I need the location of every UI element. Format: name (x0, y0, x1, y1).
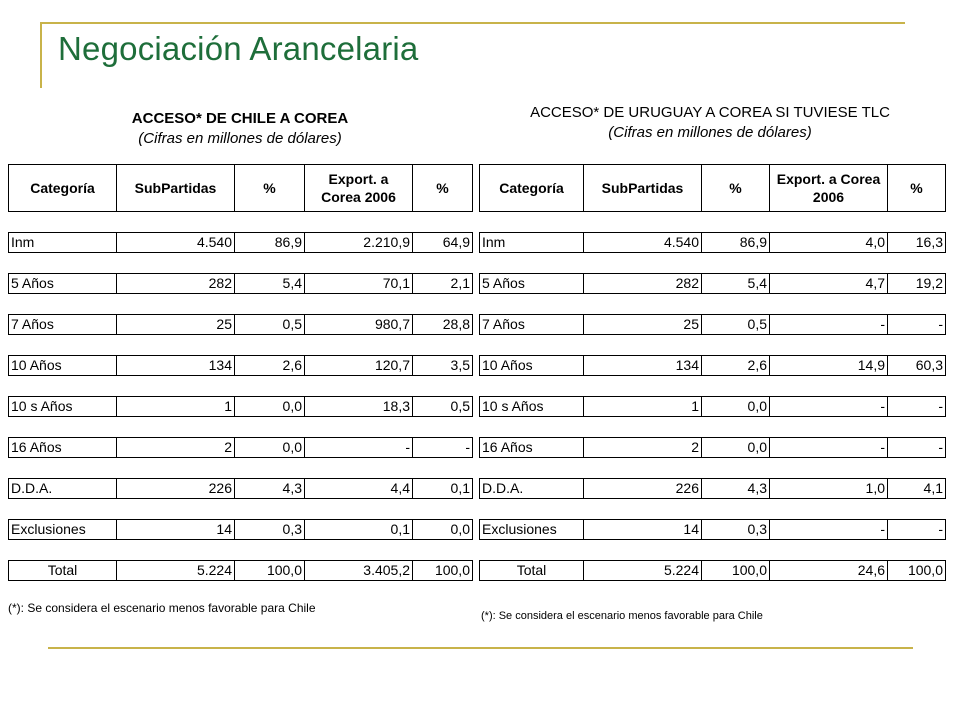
category-cell: 5 Años (480, 274, 584, 294)
export-percent-cell: 0,5 (413, 397, 473, 417)
row-gap (480, 499, 946, 520)
bottom-rule (48, 647, 913, 649)
export-percent-cell: - (413, 438, 473, 458)
export-percent-cell: 60,3 (888, 356, 946, 376)
subpartidas-cell: 25 (117, 315, 235, 335)
export-cell: 4,7 (770, 274, 888, 294)
column-header: % (888, 165, 946, 212)
subpartidas-cell: 226 (117, 479, 235, 499)
export-percent-cell: - (888, 438, 946, 458)
subpartidas-cell: 5.224 (117, 561, 235, 581)
percent-cell: 0,3 (702, 520, 770, 540)
export-percent-cell: 19,2 (888, 274, 946, 294)
percent-cell: 0,0 (702, 438, 770, 458)
export-percent-cell: 64,9 (413, 233, 473, 253)
table-row (480, 520, 946, 540)
table-header-row (480, 165, 946, 212)
subpartidas-cell: 25 (584, 315, 702, 335)
table-row-total (480, 561, 946, 581)
subpartidas-cell: 226 (584, 479, 702, 499)
percent-cell: 4,3 (235, 479, 305, 499)
uruguay-access-table (479, 164, 946, 581)
subpartidas-cell: 14 (584, 520, 702, 540)
right-footnote: (*): Se considera el escenario menos favorable para Chile (481, 610, 763, 622)
table-row (9, 274, 473, 294)
percent-cell: 2,6 (235, 356, 305, 376)
export-cell: 980,7 (305, 315, 413, 335)
table-row (9, 520, 473, 540)
subpartidas-cell: 282 (584, 274, 702, 294)
row-gap (480, 417, 946, 438)
table-row (480, 233, 946, 253)
table-row (9, 356, 473, 376)
subpartidas-cell: 14 (117, 520, 235, 540)
subpartidas-cell: 134 (584, 356, 702, 376)
export-cell: - (770, 397, 888, 417)
row-gap (480, 253, 946, 274)
category-cell: 5 Años (9, 274, 117, 294)
category-cell: 16 Años (9, 438, 117, 458)
category-cell: Inm (480, 233, 584, 253)
subpartidas-cell: 2 (584, 438, 702, 458)
right-heading-subtitle: (Cifras en millones de dólares) (608, 124, 812, 141)
category-cell: Exclusiones (9, 520, 117, 540)
table-row (480, 274, 946, 294)
percent-cell: 0,3 (235, 520, 305, 540)
row-gap (9, 499, 473, 520)
table-row (480, 479, 946, 499)
category-cell: Inm (9, 233, 117, 253)
table-row (9, 233, 473, 253)
category-cell: 10 Años (9, 356, 117, 376)
left-heading-title: ACCESO* DE CHILE A COREA (131, 110, 349, 127)
percent-cell: 100,0 (702, 561, 770, 581)
category-cell: 10 Años (480, 356, 584, 376)
export-percent-cell: 0,1 (413, 479, 473, 499)
chile-access-table (8, 164, 473, 581)
column-header: Categoría (9, 165, 117, 212)
subpartidas-cell: 134 (117, 356, 235, 376)
category-cell: Total (480, 561, 584, 581)
slide-title: Negociación Arancelaria (58, 30, 419, 67)
percent-cell: 100,0 (235, 561, 305, 581)
column-header: Categoría (480, 165, 584, 212)
row-gap (9, 212, 473, 233)
column-header: Export. a Corea 2006 (770, 165, 888, 212)
export-cell: 2.210,9 (305, 233, 413, 253)
row-gap (9, 294, 473, 315)
export-percent-cell: 3,5 (413, 356, 473, 376)
export-cell: 0,1 (305, 520, 413, 540)
percent-cell: 86,9 (702, 233, 770, 253)
export-percent-cell: 16,3 (888, 233, 946, 253)
percent-cell: 5,4 (702, 274, 770, 294)
column-header: SubPartidas (117, 165, 235, 212)
subpartidas-cell: 4.540 (584, 233, 702, 253)
category-cell: Total (9, 561, 117, 581)
column-header: Export. a Corea 2006 (305, 165, 413, 212)
percent-cell: 0,0 (235, 397, 305, 417)
table-row (480, 315, 946, 335)
table-row (480, 356, 946, 376)
percent-cell: 2,6 (702, 356, 770, 376)
category-cell: D.D.A. (480, 479, 584, 499)
table-row (9, 438, 473, 458)
row-gap (9, 458, 473, 479)
subpartidas-cell: 4.540 (117, 233, 235, 253)
subpartidas-cell: 1 (584, 397, 702, 417)
right-heading-title: ACCESO* DE URUGUAY A COREA SI TUVIESE TLC (530, 104, 890, 121)
export-percent-cell: 0,0 (413, 520, 473, 540)
row-gap (480, 212, 946, 233)
category-cell: 7 Años (9, 315, 117, 335)
left-table-heading (85, 109, 395, 149)
export-cell: 120,7 (305, 356, 413, 376)
top-rule (40, 22, 905, 24)
column-header: % (413, 165, 473, 212)
export-cell: 18,3 (305, 397, 413, 417)
export-percent-cell: - (888, 397, 946, 417)
percent-cell: 86,9 (235, 233, 305, 253)
table-row (9, 479, 473, 499)
column-header: % (702, 165, 770, 212)
export-cell: 14,9 (770, 356, 888, 376)
percent-cell: 4,3 (702, 479, 770, 499)
export-percent-cell: - (888, 520, 946, 540)
row-gap (480, 540, 946, 561)
row-gap (480, 294, 946, 315)
row-gap (9, 335, 473, 356)
percent-cell: 0,5 (235, 315, 305, 335)
row-gap (480, 376, 946, 397)
side-rule (40, 22, 42, 88)
table-row (9, 397, 473, 417)
table-row (9, 315, 473, 335)
row-gap (9, 376, 473, 397)
column-header: % (235, 165, 305, 212)
column-header: SubPartidas (584, 165, 702, 212)
percent-cell: 5,4 (235, 274, 305, 294)
left-footnote: (*): Se considera el escenario menos favorable para Chile (8, 601, 316, 615)
table-header-row (9, 165, 473, 212)
export-cell: 4,0 (770, 233, 888, 253)
export-percent-cell: - (888, 315, 946, 335)
export-cell: 3.405,2 (305, 561, 413, 581)
export-cell: - (770, 520, 888, 540)
export-percent-cell: 100,0 (413, 561, 473, 581)
left-heading-subtitle: (Cifras en millones de dólares) (138, 130, 342, 147)
table-row-total (9, 561, 473, 581)
export-percent-cell: 4,1 (888, 479, 946, 499)
category-cell: 7 Años (480, 315, 584, 335)
export-cell: 24,6 (770, 561, 888, 581)
export-percent-cell: 28,8 (413, 315, 473, 335)
table-row (480, 397, 946, 417)
percent-cell: 0,0 (235, 438, 305, 458)
subpartidas-cell: 282 (117, 274, 235, 294)
export-cell: 4,4 (305, 479, 413, 499)
percent-cell: 0,5 (702, 315, 770, 335)
subpartidas-cell: 1 (117, 397, 235, 417)
category-cell: Exclusiones (480, 520, 584, 540)
row-gap (9, 253, 473, 274)
row-gap (9, 417, 473, 438)
export-cell: - (770, 315, 888, 335)
export-percent-cell: 100,0 (888, 561, 946, 581)
subpartidas-cell: 5.224 (584, 561, 702, 581)
export-cell: 70,1 (305, 274, 413, 294)
subpartidas-cell: 2 (117, 438, 235, 458)
category-cell: 10 s Años (480, 397, 584, 417)
table-row (480, 438, 946, 458)
export-cell: 1,0 (770, 479, 888, 499)
category-cell: D.D.A. (9, 479, 117, 499)
right-table-heading (470, 103, 950, 143)
row-gap (480, 335, 946, 356)
row-gap (480, 458, 946, 479)
category-cell: 16 Años (480, 438, 584, 458)
category-cell: 10 s Años (9, 397, 117, 417)
export-percent-cell: 2,1 (413, 274, 473, 294)
export-cell: - (770, 438, 888, 458)
export-cell: - (305, 438, 413, 458)
percent-cell: 0,0 (702, 397, 770, 417)
row-gap (9, 540, 473, 561)
